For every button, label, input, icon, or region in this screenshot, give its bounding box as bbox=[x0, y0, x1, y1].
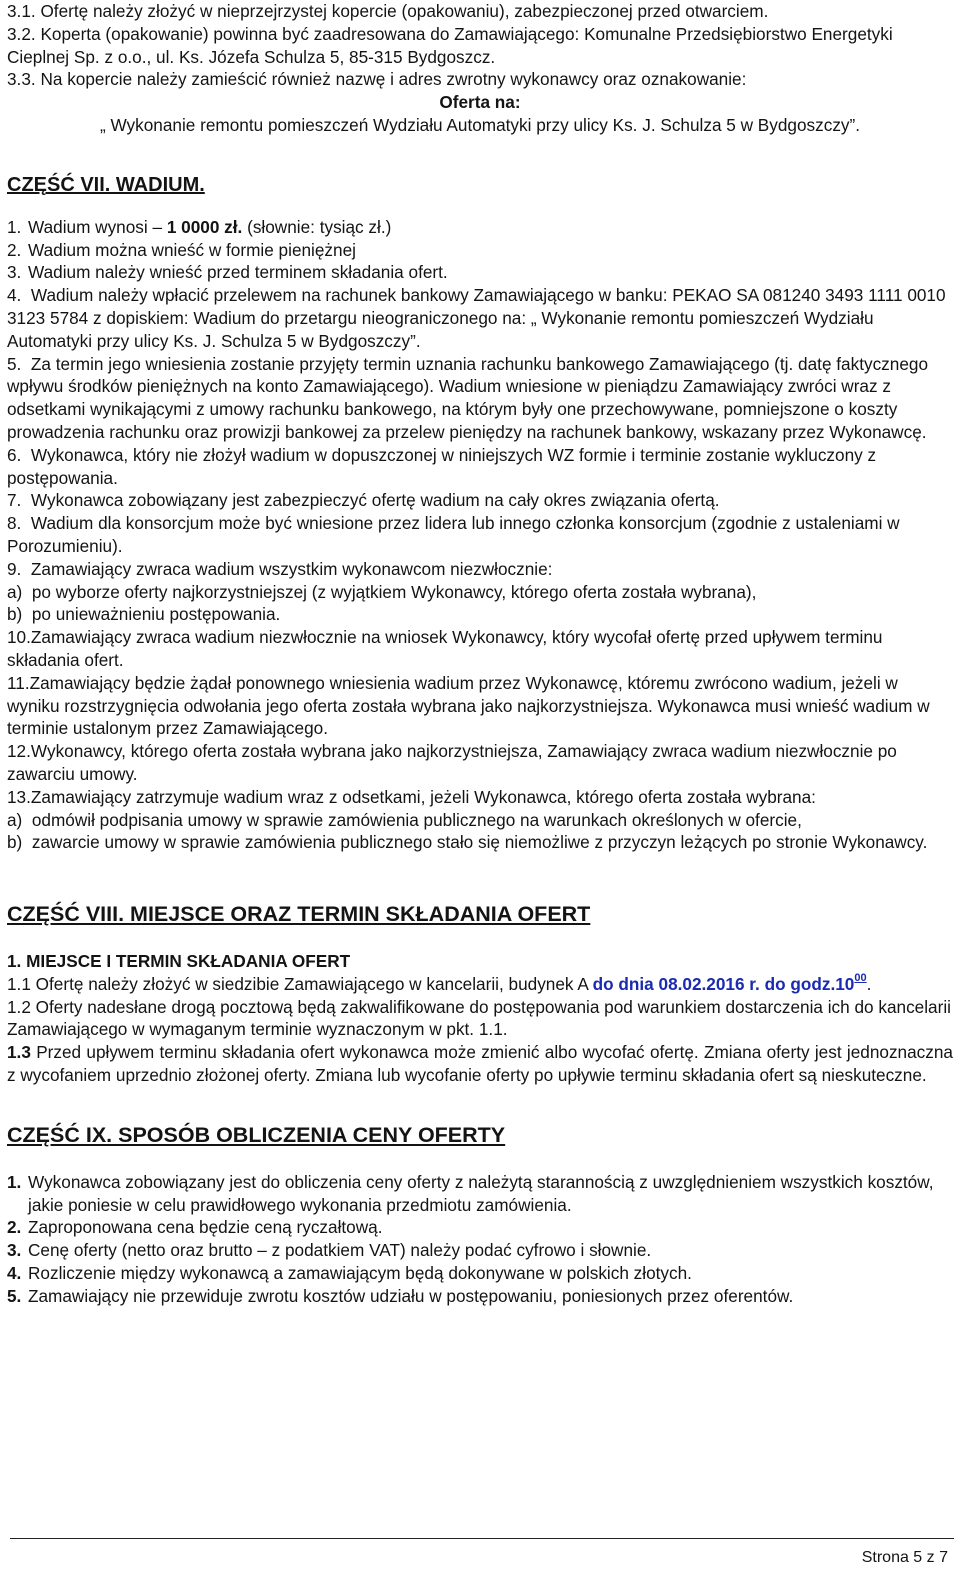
list-item-number: 13. bbox=[7, 786, 31, 807]
list-item-number: 11. bbox=[7, 672, 30, 693]
list-item-text: Wadium można wnieść w formie pieniężnej bbox=[28, 239, 356, 260]
list-item bbox=[7, 284, 953, 352]
paragraph-1-2: 1.2 Oferty nadesłane drogą pocztową będą zakwalifikowane do postępowania pod warunkiem dostarczenia ich do kancelarii Zamawiającego w wymaganym terminie wyznaczonym w pkt. 1.1. bbox=[7, 996, 951, 1040]
paragraph-1-1-end: . bbox=[866, 973, 872, 994]
list-item bbox=[7, 626, 953, 672]
list-item-number: b) bbox=[7, 832, 23, 853]
list-item-text: Za termin jego wniesienia zostanie przyjęty termin uznania rachunku bankowego Zamawiającego (tj. datę faktycznego wpływu środków pieniężnych na konto Zamawiającego). Wadium wniesione w pieniądzu Zamawiający zwróci wraz z odsetkami wynikającymi z umowy rachunku bankowego, na którym były one przechowywane, pomniejszone o koszty prowadzenia rachunku oraz prowizji bankowej za przelew pieniędzy na rachunek bankowy, wskazany przez Wykonawcę. bbox=[7, 353, 928, 442]
paragraph-1-1-text: 1.1 Ofertę należy złożyć w siedzibie Zamawiającego w kancelarii, budynek A bbox=[7, 973, 593, 994]
list-item-text: zawarcie umowy w sprawie zamówienia publicznego stało się niemożliwe z przyczyn leżących po stronie Wykonawcy. bbox=[31, 832, 928, 853]
list-item-number: 3. bbox=[7, 262, 22, 283]
paragraph-1-3-text: Przed upływem terminu składania ofert wykonawca może zmienić albo wycofać ofertę. Zmiana oferty jest jednoznaczna z wycofaniem uprzednio złożonej oferty. Zmiana lub wycofanie oferty po upływie terminu składania ofert są nieskuteczne. bbox=[7, 1042, 953, 1086]
list-item-number: 12. bbox=[7, 741, 31, 762]
document-page bbox=[7, 0, 953, 1308]
list-item bbox=[7, 740, 953, 786]
list-item-text: Wykonawca zobowiązany jest do obliczenia ceny oferty z należytą starannością z uwzględnieniem wszystkich kosztów, jakie poniesie w celu prawidłowego wykonania przedmiotu zamówienia. bbox=[28, 1171, 934, 1215]
list-item-text: Zamawiający zatrzymuje wadium wraz z odsetkami, jeżeli Wykonawca, którego oferta została wybrana: bbox=[30, 786, 816, 807]
list-item-number: 4. bbox=[7, 285, 22, 306]
list-item-number: 7. bbox=[7, 490, 22, 511]
footer-divider bbox=[10, 1538, 954, 1539]
section-9-heading: CZĘŚĆ IX. SPOSÓB OBLICZENIA CENY OFERTY bbox=[7, 1122, 506, 1147]
section-8-heading: CZĘŚĆ VIII. MIEJSCE ORAZ TERMIN SKŁADANIA OFERT bbox=[7, 902, 591, 927]
list-item-number: 8. bbox=[7, 513, 22, 534]
list-item-text: Wykonawcy, którego oferta została wybrana jako najkorzystniejsza, Zamawiający zwraca wadium niezwłocznie po zawarciu umowy. bbox=[7, 741, 897, 784]
list-item bbox=[7, 831, 953, 854]
page-number: Strona 5 z 7 bbox=[861, 1549, 948, 1566]
list-item bbox=[7, 1171, 953, 1217]
price-list bbox=[7, 1171, 953, 1308]
deadline-minutes: 00 bbox=[854, 971, 867, 984]
list-item-text: Zamawiający zwraca wadium wszystkim wykonawcom niezwłocznie: bbox=[30, 558, 553, 579]
list-item-text: Zaproponowana cena będzie ceną ryczałtową. bbox=[28, 1217, 383, 1238]
section-8-subheading: 1. MIEJSCE I TERMIN SKŁADANIA OFERT bbox=[7, 951, 351, 972]
list-item-text: Wadium należy wnieść przed terminem składania ofert. bbox=[28, 262, 448, 283]
wadium-amount-words: (słownie: tysiąc zł.) bbox=[242, 216, 392, 237]
list-item bbox=[7, 809, 953, 832]
list-item bbox=[7, 1262, 953, 1285]
list-item bbox=[7, 603, 953, 626]
list-item-number: 4. bbox=[7, 1263, 22, 1284]
list-item-text: Wykonawca, który nie złożył wadium w dopuszczonej w niniejszych WZ formie i terminie zostanie wykluczony z postępowania. bbox=[7, 444, 877, 488]
list-item bbox=[7, 216, 953, 239]
list-item-text: Zamawiający zwraca wadium niezwłocznie na wniosek Wykonawcy, który wycofał ofertę przed upływem terminu składania ofert. bbox=[7, 627, 883, 670]
list-item bbox=[7, 558, 953, 581]
list-item bbox=[7, 261, 953, 284]
list-item-text: Wadium należy wpłacić przelewem na rachunek bankowy Zamawiającego w banku: PEKAO SA 081240 3493 1111 0010 3123 5784 z dopiskiem: Wadium do przetargu nieograniczonego na: „ Wykonanie remontu pomieszczeń Wydziału Automatyki przy ulicy Ks. J. Schulza 5 w Bydgoszczy”. bbox=[7, 285, 946, 351]
list-item-number: 9. bbox=[7, 558, 22, 579]
list-item-number: 6. bbox=[7, 444, 22, 465]
deadline-date: do dnia 08.02.2016 r. do godz.10 bbox=[592, 973, 855, 994]
paragraph-3-3: 3.3. Na kopercie należy zamieścić również nazwę i adres zwrotny wykonawcy oraz oznakowanie: bbox=[7, 69, 747, 90]
list-item-text bbox=[28, 216, 953, 239]
paragraph-1-3 bbox=[7, 1041, 953, 1087]
list-item bbox=[7, 672, 953, 740]
list-item-text: Wadium dla konsorcjum może być wniesione przez lidera lub innego członka konsorcjum (zgodnie z ustaleniami w Porozumieniu). bbox=[7, 513, 900, 556]
list-item-text: Wykonawca zobowiązany jest zabezpieczyć ofertę wadium na cały okres związania ofertą. bbox=[30, 490, 720, 511]
list-item-number: 3. bbox=[7, 1240, 22, 1261]
list-item-number: 2. bbox=[7, 239, 22, 260]
paragraph-1-1 bbox=[7, 973, 953, 996]
list-item-text: Cenę oferty (netto oraz brutto – z podatkiem VAT) należy podać cyfrowo i słownie. bbox=[28, 1240, 652, 1261]
list-item bbox=[7, 239, 953, 262]
list-item-text: Zamawiający nie przewiduje zwrotu kosztów udziału w postępowaniu, poniesionych przez oferentów. bbox=[28, 1285, 794, 1306]
paragraph-3-2: 3.2. Koperta (opakowanie) powinna być zaadresowana do Zamawiającego: Komunalne Przedsiębiorstwo Energetyki Cieplnej Sp. z o.o., ul. Ks. Józefa Schulza 5, 85-315 Bydgoszcz. bbox=[7, 23, 893, 67]
wadium-list bbox=[7, 216, 953, 854]
list-item-number: 1. bbox=[7, 1171, 22, 1192]
list-item-number: 5. bbox=[7, 1285, 22, 1306]
list-item bbox=[7, 353, 953, 444]
list-item bbox=[7, 786, 953, 809]
paragraph-3-1: 3.1. Ofertę należy złożyć w nieprzejrzystej kopercie (opakowaniu), zabezpieczonej przed otwarciem. bbox=[7, 1, 769, 21]
wadium-amount-prefix: Wadium wynosi – bbox=[28, 216, 167, 237]
list-item-number: 5. bbox=[7, 353, 22, 374]
list-item bbox=[7, 444, 953, 490]
list-item bbox=[7, 1239, 953, 1262]
list-item bbox=[7, 581, 953, 604]
list-item-number: 10. bbox=[7, 627, 31, 648]
section-7-heading: CZĘŚĆ VII. WADIUM. bbox=[7, 173, 205, 196]
paragraph-1-3-number: 1.3 bbox=[7, 1042, 31, 1063]
list-item-number: a) bbox=[7, 809, 23, 830]
list-item bbox=[7, 512, 953, 558]
oferta-label: Oferta na: bbox=[439, 92, 521, 113]
list-item-text: Zamawiający będzie żądał ponownego wniesienia wadium przez Wykonawcę, któremu zwrócono wadium, jeżeli w wyniku rozstrzygnięcia odwołania jego oferta została wybrana jako najkorzystniejsza. Wykonawca musi wnieść wadium w terminie ustalonym przez Zamawiającego. bbox=[7, 672, 930, 739]
list-item bbox=[7, 1216, 953, 1239]
list-item-number: b) bbox=[7, 604, 23, 625]
list-item bbox=[7, 1285, 953, 1308]
list-item-number: 1. bbox=[7, 216, 22, 237]
list-item bbox=[7, 489, 953, 512]
oferta-title: „ Wykonanie remontu pomieszczeń Wydziału Automatyki przy ulicy Ks. J. Schulza 5 w Bydgoszczy”. bbox=[99, 114, 861, 135]
wadium-amount: 1 0000 zł. bbox=[166, 216, 243, 237]
list-item-number: 2. bbox=[7, 1217, 22, 1238]
list-item-text: po wyborze oferty najkorzystniejszej (z wyjątkiem Wykonawcy, którego oferta została wybrana), bbox=[31, 581, 757, 602]
list-item-text: odmówił podpisania umowy w sprawie zamówienia publicznego na warunkach określonych w ofercie, bbox=[31, 809, 802, 830]
list-item-text: po unieważnieniu postępowania. bbox=[31, 604, 281, 625]
list-item-number: a) bbox=[7, 581, 23, 602]
list-item-text: Rozliczenie między wykonawcą a zamawiającym będą dokonywane w polskich złotych. bbox=[28, 1263, 692, 1284]
